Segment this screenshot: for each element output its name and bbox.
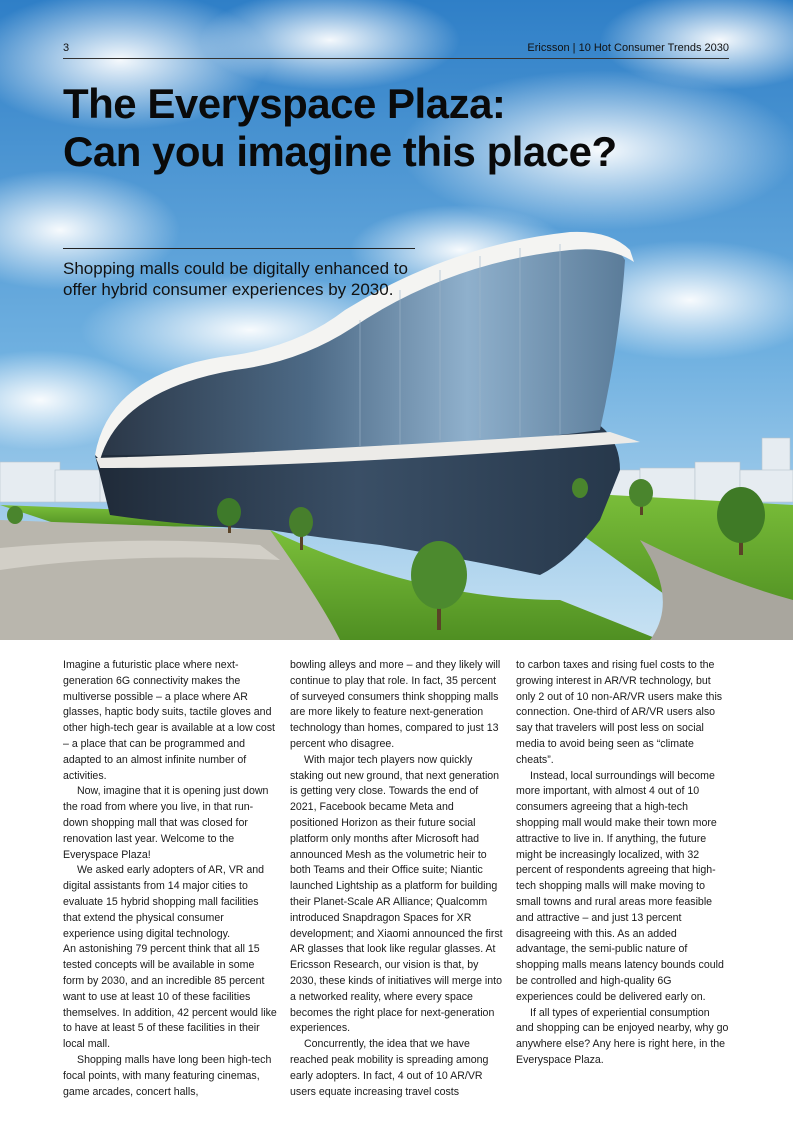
title-line-1: The Everyspace Plaza: xyxy=(63,80,506,127)
page-title xyxy=(63,80,617,176)
paragraph: Concurrently, the idea that we have reached peak mobility is spreading among early adopters. In fact, 4 out of 10 AR/VR users equate increasing travel costs xyxy=(290,1038,489,1098)
paragraph: An astonishing 79 percent think that all 15 tested concepts will be available in some form by 2030, and an incredible 85 percent want to use at least 10 of these facilities themselves. In addition, 42 percent would like to have at least 5 of these facilities in their local mall. xyxy=(63,943,277,1051)
paragraph: With major tech players now quickly staking out new ground, that next generation is getting very close. Towards the end of 2021, Facebook became Meta and positioned Horizon as their future social platform only months after Microsoft had announced Mesh as the volumetric heir to both Teams and their Office suite; Niantic launched Lightship as a platform for building their Planet-Scale AR Alliance; Qualcomm introduced Snapdragon Spaces for XR development; and Xiaomi announced the first AR glasses that look like regular glasses. At Ericsson Research, our vision is that, by 2030, these kinds of initiatives will merge into a networked reality, where every space becomes the right place for next-generation experiences. xyxy=(290,753,503,1035)
subtitle-rule xyxy=(63,248,415,249)
subtitle: Shopping malls could be digitally enhanced to offer hybrid consumer experiences by 2030. xyxy=(63,259,408,299)
paragraph: Shopping malls have long been high-tech focal points, with many featuring cinemas, game arcades, concert halls, xyxy=(63,1053,272,1098)
body-column-1 xyxy=(63,658,277,1100)
body-column-3 xyxy=(516,658,730,1069)
paragraph: If all types of experiential consumption and shopping can be enjoyed nearby, why go anywhere else? Any here is right here, in the Everyspace Plaza. xyxy=(516,1006,729,1066)
paragraph: Imagine a futuristic place where next-generation 6G connectivity makes the multiverse possible – a place where AR glasses, haptic body suits, tactile gloves and other high-tech gear is available at a low cost – a place that can be programmed and adapted to an almost infinite number of activities. xyxy=(63,659,275,782)
page-number: 3 xyxy=(63,42,70,54)
body-column-2 xyxy=(290,658,504,1100)
running-title: Ericsson | 10 Hot Consumer Trends 2030 xyxy=(527,42,729,54)
paragraph: to carbon taxes and rising fuel costs to the growing interest in AR/VR technology, but only 2 out of 10 non-AR/VR users make this connection. One-third of AR/VR users also say that travelers will post less on social media to avoid being seen as “climate cheats”. xyxy=(516,659,723,766)
header-rule xyxy=(63,58,729,59)
paragraph: bowling alleys and more – and they likely will continue to play that role. In fact, 35 percent of surveyed consumers think shopping malls are more likely to feature next-generation technology than homes, compared to just 13 percent who disagree. xyxy=(290,659,501,750)
title-line-2: Can you imagine this place? xyxy=(63,128,617,175)
paragraph: Now, imagine that it is opening just down the road from where you live, in that run-down shopping mall that was closed for renovation last year. Welcome to the Everyspace Plaza! xyxy=(63,785,269,861)
paragraph: Instead, local surroundings will become more important, with almost 4 out of 10 consumers agreeing that a high-tech shopping mall would make their town more attractive to live in. If anything, the future might be increasingly localized, with 32 percent of respondents agreeing that high-tech shopping malls will make moving to small towns and rural areas more feasible and attractive – and just 13 percent disagreeing with this. As an added advantage, the semi-public nature of shopping malls means latency bounds could be controlled and high-quality 6G experiences could be delivered early on. xyxy=(516,769,724,1003)
paragraph: We asked early adopters of AR, VR and digital assistants from 14 major cities to evaluate 15 hybrid shopping mall facilities that extend the physical consumer experience using digital technology. xyxy=(63,864,265,940)
